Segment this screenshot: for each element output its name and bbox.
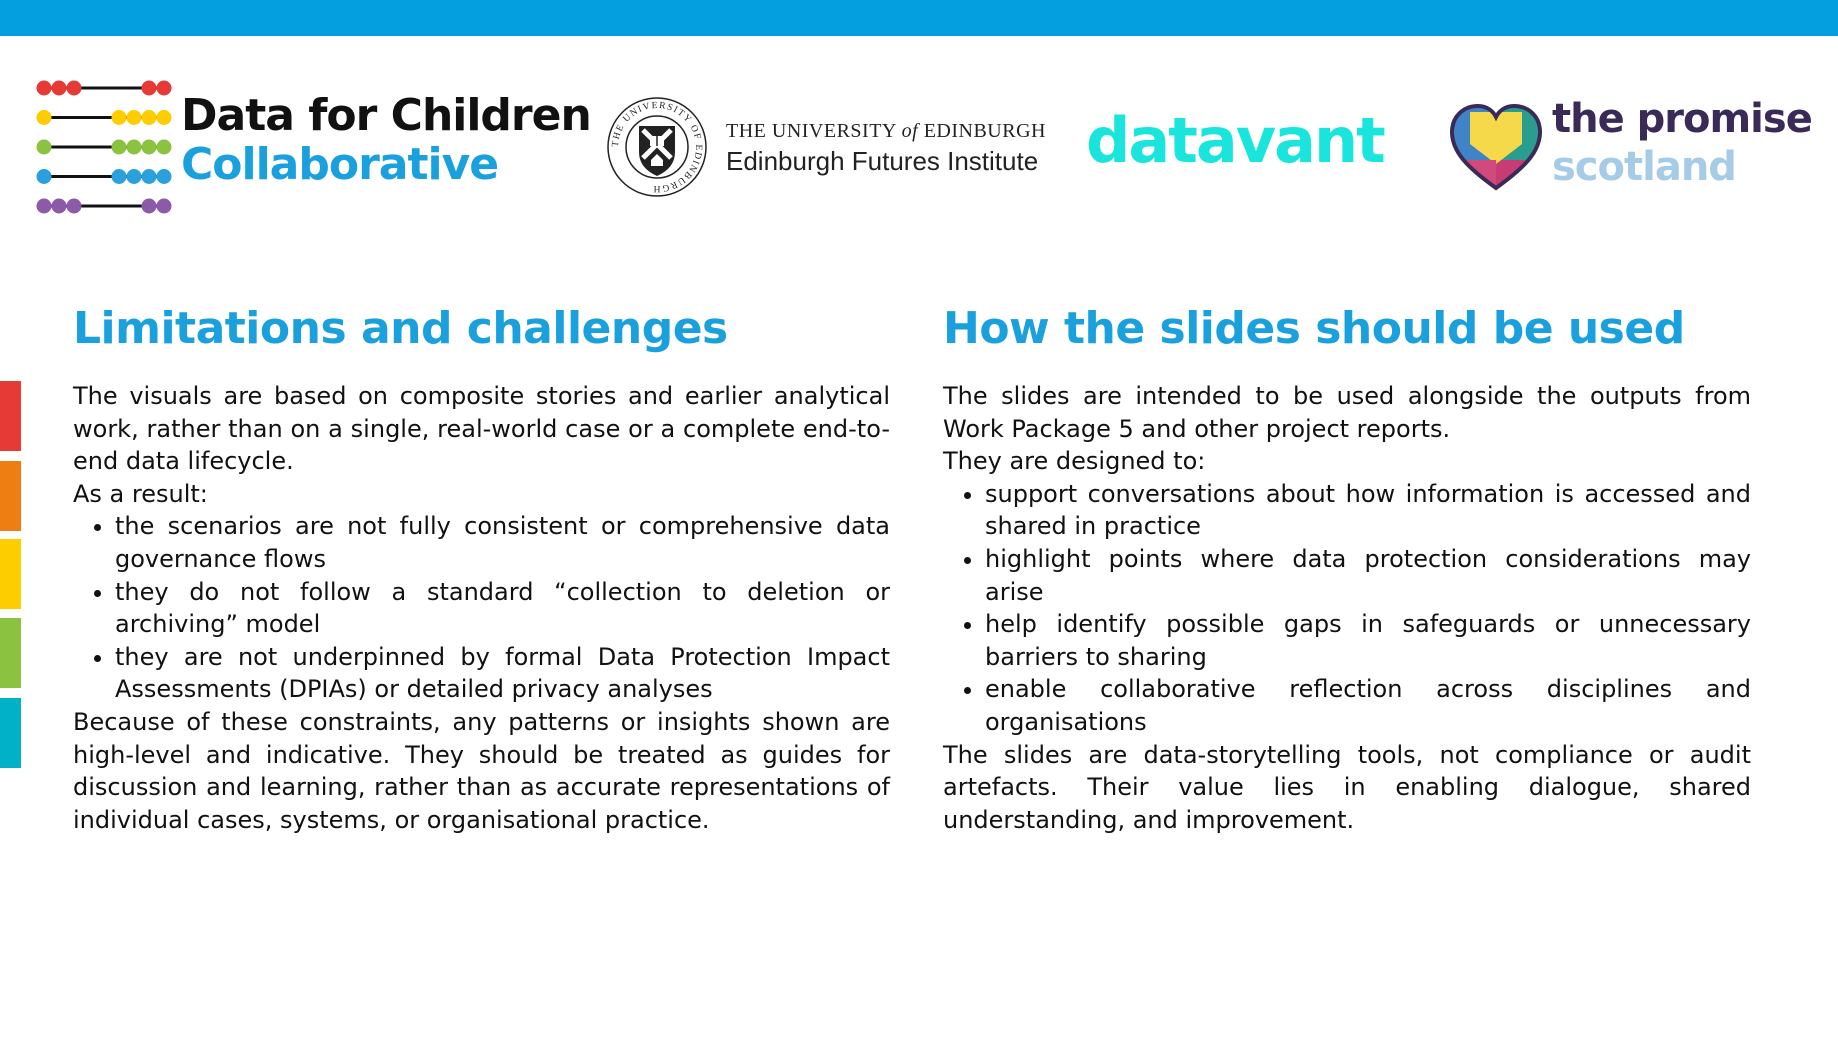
uoe-name-part2: EDINBURGH xyxy=(918,120,1046,142)
side-stripe-orange xyxy=(0,461,21,531)
list-item: • support conversations about how information is accessed and shared in practice xyxy=(985,478,1751,543)
university-seal-icon xyxy=(606,96,708,198)
limitations-list xyxy=(73,510,890,706)
limitations-closing: Because of these constraints, any patterns or insights shown are high-level and indicative. They should be treated as guides for discussion and learning, rather than as accurate representations of individual cases, systems, or organisational practice. xyxy=(73,707,890,834)
uoe-name xyxy=(726,120,1046,143)
side-stripe-teal xyxy=(0,698,21,768)
limitations-intro: The visuals are based on composite stories and earlier analytical work, rather than on a single, real-world case or a complete end-to-end data lifecycle. xyxy=(73,382,890,476)
dfc-wordmark xyxy=(181,90,591,190)
dfc-line1: Data for Children xyxy=(181,90,591,141)
abacus-icon xyxy=(36,80,172,215)
datavant-logo: datavant xyxy=(1086,104,1384,177)
promise-line1: the promise xyxy=(1552,96,1812,142)
seal-ring-text: THE UNIVERSITY OF EDINBURGH xyxy=(610,100,704,194)
usage-section xyxy=(943,300,1751,836)
usage-intro: The slides are intended to be used alongside the outputs from Work Package 5 and other project reports. xyxy=(943,382,1751,443)
dfc-line2: Collaborative xyxy=(181,139,499,190)
side-stripe-green xyxy=(0,618,21,688)
side-stripe-red xyxy=(0,381,21,451)
limitations-body xyxy=(73,380,890,836)
uoe-name-part1: THE UNIVERSITY xyxy=(726,120,902,142)
promise-line2: scotland xyxy=(1552,144,1736,190)
uoe-name-of: of xyxy=(901,120,919,142)
university-of-edinburgh-logo xyxy=(606,96,1046,200)
list-item: • help identify possible gaps in safeguards or unnecessary barriers to sharing xyxy=(985,608,1751,673)
heart-icon xyxy=(1448,104,1544,192)
list-item: • they are not underpinned by formal Data Protection Impact Assessments (DPIAs) or detailed privacy analyses xyxy=(115,641,890,706)
usage-closing: The slides are data-storytelling tools, not compliance or audit artefacts. Their value lies in enabling dialogue, shared understanding, and improvement. xyxy=(943,740,1751,834)
list-item: • they do not follow a standard “collection to deletion or archiving” model xyxy=(115,576,890,641)
usage-list xyxy=(943,478,1751,739)
top-color-bar xyxy=(0,0,1838,36)
the-promise-scotland-logo xyxy=(1448,96,1818,206)
list-item: • highlight points where data protection considerations may arise xyxy=(985,543,1751,608)
data-for-children-logo xyxy=(36,80,591,220)
limitations-lead: As a result: xyxy=(73,479,208,508)
efi-name: Edinburgh Futures Institute xyxy=(726,146,1039,176)
usage-body xyxy=(943,380,1751,836)
limitations-heading: Limitations and challenges xyxy=(73,303,728,354)
usage-lead: They are designed to: xyxy=(943,447,1206,476)
list-item: • the scenarios are not fully consistent or comprehensive data governance flows xyxy=(115,510,890,575)
list-item: • enable collaborative reflection across disciplines and organisations xyxy=(985,673,1751,738)
usage-heading: How the slides should be used xyxy=(943,303,1685,354)
limitations-section xyxy=(73,300,890,836)
side-stripe-yellow xyxy=(0,539,21,609)
